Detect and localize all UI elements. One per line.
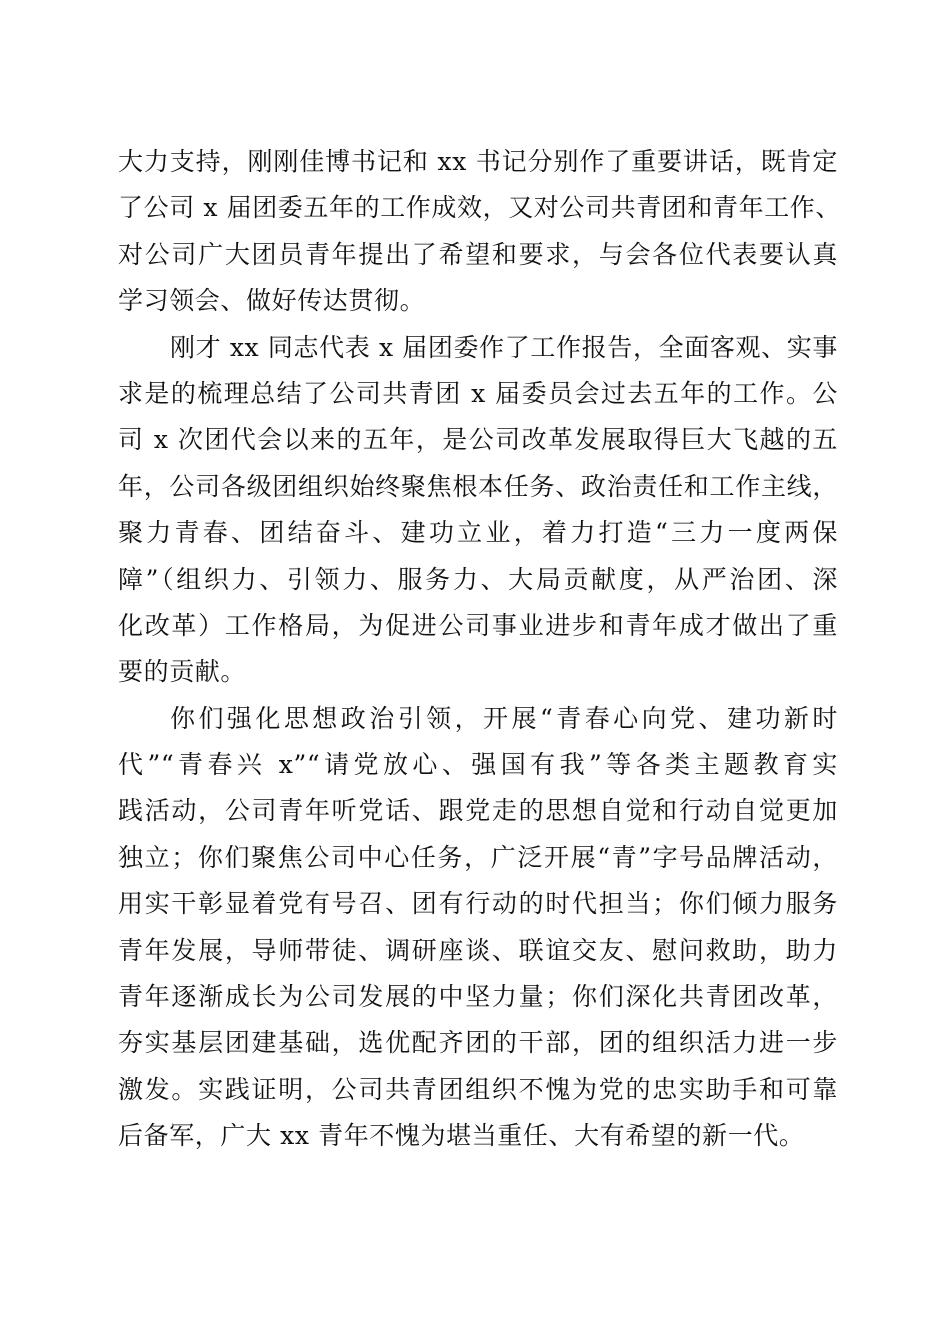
text-line: 后备军，广大 xx 青年不愧为堪当重任、大有希望的新一代。: [118, 1121, 805, 1151]
text-line: 青年发展，导师带徒、调研座谈、联谊交友、慰问救助，助力: [118, 935, 838, 965]
text-line: 夯实基层团建基础，选优配齐团的干部，团的组织活力进一步: [118, 1028, 838, 1058]
text-line: 对公司广大团员青年提出了希望和要求，与会各位代表要认真: [118, 239, 838, 269]
document-body: [118, 139, 841, 1160]
text-line: 求是的梳理总结了公司共青团 x 届委员会过去五年的工作。公: [118, 378, 838, 408]
text-line: 聚力青春、团结奋斗、建功立业，着力打造“三力一度两保: [118, 518, 838, 548]
text-line: 年，公司各级团组织始终聚焦根本任务、政治责任和工作主线，: [118, 471, 838, 501]
text-line: 学习领会、做好传达贯彻。: [118, 286, 426, 316]
text-line: 你们强化思想政治引领，开展“青春心向党、建功新时: [170, 703, 838, 733]
text-line: 用实干彰显着党有号召、团有行动的时代担当；你们倾力服务: [118, 889, 838, 919]
text-line: 要的贡献。: [118, 657, 247, 687]
text-line: 践活动，公司青年听党话、跟党走的思想自觉和行动自觉更加: [118, 796, 838, 826]
text-line: 青年逐渐成长为公司发展的中坚力量；你们深化共青团改革，: [118, 982, 838, 1012]
text-line: 化改革）工作格局，为促进公司事业进步和青年成才做出了重: [118, 610, 838, 640]
paragraph-3: [118, 696, 838, 1160]
text-line: 刚才 xx 同志代表 x 届团委作了工作报告，全面客观、实事: [170, 332, 838, 362]
text-line: 障”（组织力、引领力、服务力、大局贡献度，从严治团、深: [118, 564, 838, 594]
paragraph-1: [118, 139, 841, 325]
paragraph-2: [118, 325, 838, 696]
text-line: 代”“青春兴 x”“请党放心、强国有我”等各类主题教育实: [118, 750, 838, 780]
text-line: 大力支持，刚刚佳博书记和 xx 书记分别作了重要讲话，既肯定: [118, 147, 838, 176]
text-line: 司 x 次团代会以来的五年，是公司改革发展取得巨大飞越的五: [118, 425, 838, 455]
text-line: 激发。实践证明，公司共青团组织不愧为党的忠实助手和可靠: [118, 1074, 838, 1104]
text-line: 了公司 x 届团委五年的工作成效，又对公司共青团和青年工作、: [118, 193, 841, 223]
text-line: 独立；你们聚焦公司中心任务，广泛开展“青”字号品牌活动，: [118, 842, 838, 872]
